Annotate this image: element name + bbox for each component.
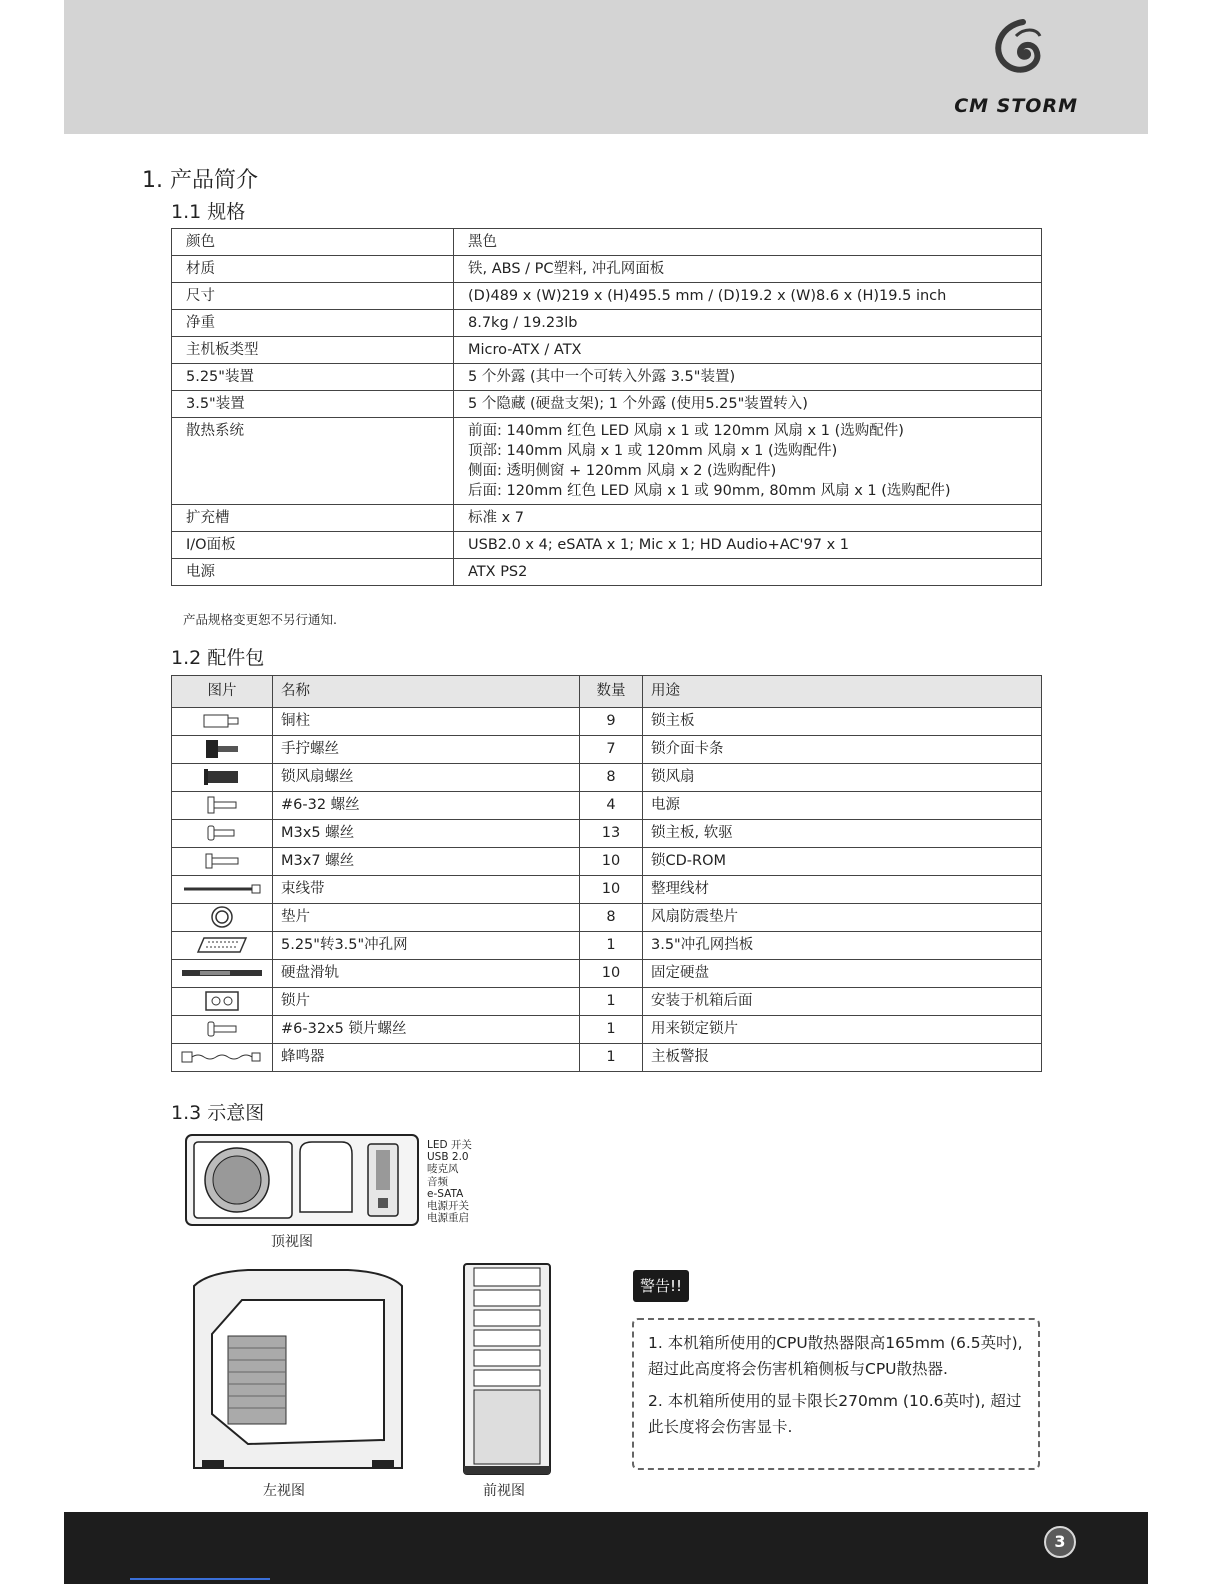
item-qty: 8 bbox=[580, 904, 643, 932]
spec-value: USB2.0 x 4; eSATA x 1; Mic x 1; HD Audio+AC'97 x 1 bbox=[454, 532, 1042, 559]
table-row bbox=[172, 904, 1042, 932]
accessories-heading: 1.2 配件包 bbox=[171, 647, 265, 669]
table-row bbox=[172, 848, 1042, 876]
table-row bbox=[172, 764, 1042, 792]
warning-box bbox=[632, 1318, 1040, 1470]
col-header-use: 用途 bbox=[643, 676, 1042, 708]
table-row bbox=[172, 1044, 1042, 1072]
table-row bbox=[172, 820, 1042, 848]
spec-key: 主机板类型 bbox=[172, 337, 454, 364]
cooling-rear: 后面: 120mm 红色 LED 风扇 x 1 或 90mm, 80mm 风扇 x 1 (选购配件) bbox=[468, 483, 951, 499]
front-view-drawing bbox=[460, 1262, 554, 1476]
header-band bbox=[64, 0, 1148, 134]
spec-key: 5.25"装置 bbox=[172, 364, 454, 391]
item-use: 锁主板 bbox=[643, 708, 1042, 736]
item-name: M3x7 螺丝 bbox=[273, 848, 580, 876]
item-name: M3x5 螺丝 bbox=[273, 820, 580, 848]
spec-key: 电源 bbox=[172, 559, 454, 586]
col-header-name: 名称 bbox=[273, 676, 580, 708]
item-use: 锁主板, 软驱 bbox=[643, 820, 1042, 848]
item-qty: 1 bbox=[580, 932, 643, 960]
section-title: 1. 产品简介 bbox=[142, 168, 258, 193]
table-row bbox=[172, 229, 1042, 256]
table-row bbox=[172, 708, 1042, 736]
item-use: 锁风扇 bbox=[643, 764, 1042, 792]
top-view-drawing bbox=[182, 1132, 430, 1230]
table-row bbox=[172, 792, 1042, 820]
cable-tie-icon bbox=[182, 882, 262, 896]
spec-value: 黑色 bbox=[454, 229, 1042, 256]
table-row bbox=[172, 391, 1042, 418]
specs-heading: 1.1 规格 bbox=[171, 201, 246, 223]
table-row bbox=[172, 505, 1042, 532]
screw-icon bbox=[202, 795, 242, 815]
screw-icon bbox=[202, 851, 242, 871]
item-use: 风扇防震垫片 bbox=[643, 904, 1042, 932]
table-row bbox=[172, 310, 1042, 337]
lock-plate-icon bbox=[204, 990, 240, 1012]
callout-usb: USB 2.0 bbox=[427, 1151, 469, 1164]
diagram-heading: 1.3 示意图 bbox=[171, 1102, 265, 1124]
spec-key: 散热系统 bbox=[172, 418, 454, 505]
callout-audio: 音频 bbox=[427, 1175, 448, 1188]
table-row bbox=[172, 418, 1042, 505]
warning-item-1: 1. 本机箱所使用的CPU散热器限高165mm (6.5英吋), 超过此高度将会伤害机箱侧板与CPU散热器. bbox=[648, 1334, 1023, 1378]
table-row bbox=[172, 988, 1042, 1016]
top-view-label: 顶视图 bbox=[271, 1234, 313, 1250]
table-row bbox=[172, 932, 1042, 960]
item-qty: 4 bbox=[580, 792, 643, 820]
top-view-callouts bbox=[427, 1139, 472, 1224]
col-header-pic: 图片 bbox=[172, 676, 273, 708]
table-row bbox=[172, 736, 1042, 764]
table-header-row bbox=[172, 676, 1042, 708]
cooling-side: 侧面: 透明侧窗 + 120mm 风扇 x 2 (选购配件) bbox=[468, 463, 777, 479]
left-view-label: 左视图 bbox=[263, 1483, 305, 1499]
table-row bbox=[172, 337, 1042, 364]
table-row bbox=[172, 559, 1042, 586]
rail-icon bbox=[180, 967, 264, 979]
thumbscrew-icon bbox=[202, 739, 242, 759]
item-use: 安装于机箱后面 bbox=[643, 988, 1042, 1016]
spec-value: 5 个外露 (其中一个可转入外露 3.5"装置) bbox=[454, 364, 1042, 391]
item-name: 束线带 bbox=[273, 876, 580, 904]
callout-mic: 唛克风 bbox=[427, 1163, 459, 1176]
fan-screw-icon bbox=[202, 767, 242, 787]
warning-badge: 警告!! bbox=[633, 1270, 689, 1302]
item-name: 锁片 bbox=[273, 988, 580, 1016]
spec-value: 标准 x 7 bbox=[454, 505, 1042, 532]
spec-value: 铁, ABS / PC塑料, 冲孔网面板 bbox=[454, 256, 1042, 283]
spec-key: 净重 bbox=[172, 310, 454, 337]
item-qty: 1 bbox=[580, 1044, 643, 1072]
item-qty: 8 bbox=[580, 764, 643, 792]
item-name: #6-32 螺丝 bbox=[273, 792, 580, 820]
item-use: 主板警报 bbox=[643, 1044, 1042, 1072]
warning-item-2: 2. 本机箱所使用的显卡限长270mm (10.6英吋), 超过此长度将会伤害显卡. bbox=[648, 1392, 1022, 1436]
item-use: 锁CD-ROM bbox=[643, 848, 1042, 876]
item-use: 3.5"冲孔网挡板 bbox=[643, 932, 1042, 960]
left-view-drawing bbox=[188, 1264, 410, 1476]
spec-key: 尺寸 bbox=[172, 283, 454, 310]
item-name: 硬盘滑轨 bbox=[273, 960, 580, 988]
spec-note: 产品规格变更恕不另行通知. bbox=[183, 612, 337, 627]
item-name: 垫片 bbox=[273, 904, 580, 932]
item-use: 整理线材 bbox=[643, 876, 1042, 904]
item-qty: 1 bbox=[580, 1016, 643, 1044]
spec-value: ATX PS2 bbox=[454, 559, 1042, 586]
cm-storm-logo bbox=[928, 14, 1078, 119]
item-name: #6-32x5 锁片螺丝 bbox=[273, 1016, 580, 1044]
table-row bbox=[172, 256, 1042, 283]
front-view-label: 前视图 bbox=[483, 1483, 525, 1499]
spec-key: I/O面板 bbox=[172, 532, 454, 559]
spec-value: 5 个隐藏 (硬盘支架); 1 个外露 (使用5.25"装置转入) bbox=[454, 391, 1042, 418]
buzzer-icon bbox=[180, 1049, 264, 1065]
callout-power-switch: 电源开关 bbox=[427, 1200, 469, 1213]
item-qty: 10 bbox=[580, 960, 643, 988]
spec-key: 3.5"装置 bbox=[172, 391, 454, 418]
spec-value: 8.7kg / 19.23lb bbox=[454, 310, 1042, 337]
item-name: 5.25"转3.5"冲孔网 bbox=[273, 932, 580, 960]
item-qty: 10 bbox=[580, 876, 643, 904]
spec-value: Micro-ATX / ATX bbox=[454, 337, 1042, 364]
accessories-table bbox=[171, 675, 1042, 1072]
cooling-front: 前面: 140mm 红色 LED 风扇 x 1 或 120mm 风扇 x 1 (选购配件) bbox=[468, 423, 904, 439]
storm-swirl-icon bbox=[928, 14, 1078, 94]
callout-led-switch: LED 开关 bbox=[427, 1139, 472, 1151]
item-name: 锁风扇螺丝 bbox=[273, 764, 580, 792]
table-row bbox=[172, 283, 1042, 310]
washer-icon bbox=[209, 905, 235, 929]
item-name: 蜂鸣器 bbox=[273, 1044, 580, 1072]
table-row bbox=[172, 532, 1042, 559]
item-use: 电源 bbox=[643, 792, 1042, 820]
spec-key: 扩充槽 bbox=[172, 505, 454, 532]
table-row bbox=[172, 876, 1042, 904]
logo-text: CM STORM bbox=[954, 95, 1078, 117]
item-use: 锁介面卡条 bbox=[643, 736, 1042, 764]
item-qty: 13 bbox=[580, 820, 643, 848]
standoff-icon bbox=[202, 713, 242, 729]
item-name: 手拧螺丝 bbox=[273, 736, 580, 764]
spec-table bbox=[171, 228, 1042, 586]
screw-icon bbox=[202, 1019, 242, 1039]
table-row bbox=[172, 364, 1042, 391]
page-number: 3 bbox=[1044, 1526, 1076, 1558]
footer-band bbox=[64, 1512, 1148, 1584]
item-use: 用来锁定锁片 bbox=[643, 1016, 1042, 1044]
callout-esata: e-SATA bbox=[427, 1187, 464, 1200]
table-row bbox=[172, 960, 1042, 988]
item-qty: 10 bbox=[580, 848, 643, 876]
item-name: 铜柱 bbox=[273, 708, 580, 736]
spec-value-cooling bbox=[454, 418, 1042, 505]
item-qty: 9 bbox=[580, 708, 643, 736]
footer-link-line bbox=[130, 1578, 270, 1580]
mesh-adapter-icon bbox=[194, 934, 250, 956]
item-qty: 1 bbox=[580, 988, 643, 1016]
item-use: 固定硬盘 bbox=[643, 960, 1042, 988]
spec-key: 颜色 bbox=[172, 229, 454, 256]
table-row bbox=[172, 1016, 1042, 1044]
spec-value: (D)489 x (W)219 x (H)495.5 mm / (D)19.2 x (W)8.6 x (H)19.5 inch bbox=[454, 283, 1042, 310]
callout-reset: 电源重启 bbox=[427, 1212, 469, 1225]
col-header-qty: 数量 bbox=[580, 676, 643, 708]
item-qty: 7 bbox=[580, 736, 643, 764]
screw-icon bbox=[202, 823, 242, 843]
cooling-top: 顶部: 140mm 风扇 x 1 或 120mm 风扇 x 1 (选购配件) bbox=[468, 443, 838, 459]
spec-key: 材质 bbox=[172, 256, 454, 283]
